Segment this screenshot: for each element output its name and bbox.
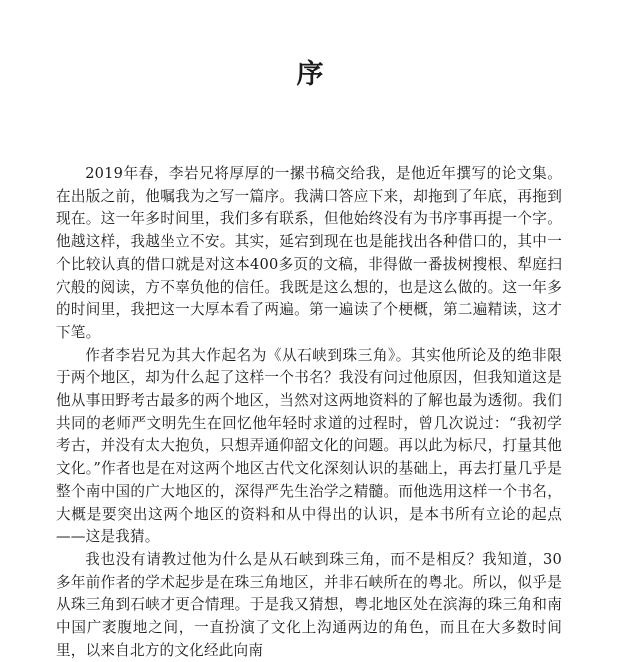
page-title: 序 [296,59,325,90]
document-body [56,163,562,662]
paragraph-2: 作者李岩兄为其大作起名为《从石峡到珠三角》。其实他所论及的绝非限于两个地区，却为什么起了这样一个书名？我没有问过他原因，但我知道这是他从事田野考古最多的两个地区，当然对这两地资料的了解也最为透彻。我们共同的老师严文明先生在回忆他年轻时求道的过程时，曾几次说过：“我初学考古，并没有太大抱负，只想弄通仰韶文化的问题。再以此为标尺，打量其他文化。”作者也是在对这两个地区古代文化深刻认识的基础上，再去打量几乎是整个南中国的广大地区的，深得严先生治学之精髓。而他选用这样一个书名，大概是要突出这两个地区的资料和从中得出的认识，是本书所有立论的起点——这是我猜。 [56,346,562,546]
paragraph-3: 我也没有请教过他为什么是从石峡到珠三角，而不是相反？我知道，30多年前作者的学术起步是在珠三角地区，并非石峡所在的粤北。所以，似乎是从珠三角到石峡才更合情理。于是我又猜想，粤北地区处在滨海的珠三角和南中国广袤腹地之间，一直扮演了文化上沟通两边的角色，而且在大多数时间里，以来自北方的文化经此向南 [56,550,562,659]
paragraph-1: 2019年春，李岩兄将厚厚的一摞书稿交给我，是他近年撰写的论文集。在出版之前，他嘱我为之写一篇序。我满口答应下来，却拖到了年底，再拖到现在。这一年多时间里，我们多有联系，但他始终没有为书序事再提一个字。他越这样，我越坐立不安。其实，延宕到现在也是能找出各种借口的，其中一个比较认真的借口就是对这本400多页的文稿，非得做一番拔树搜根、犁庭扫穴般的阅读，方不辜负他的信任。我既是这么想的，也是这么做的。这一年多的时间里，我把这一大厚本看了两遍。第一遍读了个梗概，第二遍精读，这才下笔。 [56,165,562,341]
